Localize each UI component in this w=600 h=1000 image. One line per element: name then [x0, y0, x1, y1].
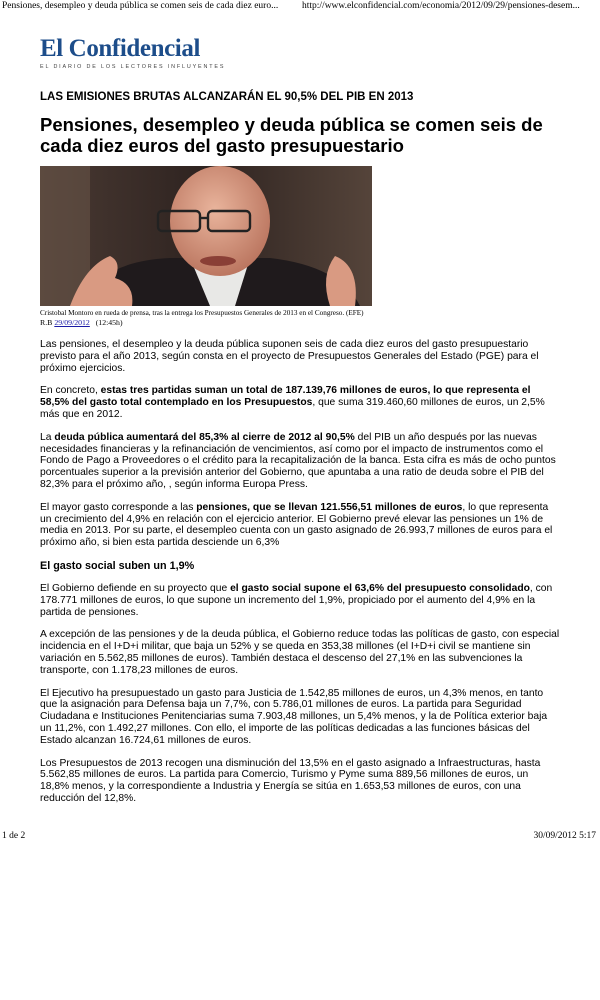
- byline-author: R.B: [40, 318, 53, 327]
- paragraph: En concreto, estas tres partidas suman un total de 187.139,76 millones de euros, lo que representa el 58,5% del gasto total contemplado en los Presupuestos, que suma 319.460,60 millones de euros, un 2,5% más que en 2012.: [40, 385, 545, 420]
- section-subhead: El gasto social suben un 1,9%: [40, 559, 195, 572]
- byline-date-link[interactable]: 29/09/2012: [54, 318, 90, 327]
- logo-name: El Confidencial: [40, 35, 200, 62]
- paragraph: El Ejecutivo ha presupuestado un gasto para Justicia de 1.542,85 millones de euros, un 4,3% menos, en tanto que la asignación para Defensa baja un 7,7%, con 5.786,01 millones de euros. La partida para Seguridad Ciudadana e Instituciones Penitenciarias suma 7.903,48 millones, un 5,4% menos, y la de Política exterior baja un 11,2%, con 1.492,27 millones. Con ello, el importe de las políticas dedicadas a las funciones básicas del Estado alcanzan 16.724,61 millones de euros.: [40, 687, 548, 746]
- print-datetime: 30/09/2012 5:17: [533, 831, 596, 841]
- logo-tagline: EL DIARIO DE LOS LECTORES INFLUYENTES: [40, 64, 226, 70]
- print-header: [2, 1, 596, 13]
- print-page-number: 1 de 2: [2, 831, 26, 841]
- byline: [40, 318, 123, 327]
- paragraph: Los Presupuestos de 2013 recogen una disminución del 13,5% en el gasto asignado a Infraestructuras, hasta 5.562,85 millones de euros. La partida para Comercio, Turismo y Pyme suma 889,56 millones de euros, un 18,8% menos, y la correspondiente a Industria y Energía se sitúa en 1.653,53 millones de euros, con una reducción del 12,8%.: [40, 757, 541, 804]
- print-url: http://www.elconfidencial.com/economia/2012/09/29/pensiones-desem...: [302, 1, 580, 11]
- paragraph: El Gobierno defiende en su proyecto que el gasto social supone el 63,6% del presupuesto consolidado, con 178.771 millones de euros, lo que supone un incremento del 1,9%, propiciado por el aumento del 4,9% en la partida de pensiones.: [40, 582, 553, 618]
- print-page-title: Pensiones, desempleo y deuda pública se comen seis de cada diez euro...: [2, 1, 279, 11]
- paragraph: El mayor gasto corresponde a las pensiones, que se llevan 121.556,51 millones de euros, lo que representa un crecimiento del 4,9% en relación con el ejercicio anterior. El Gobierno prevé elevar las pensiones un 1% de media en 2013. Por su parte, el desempleo cuenta con un gasto asignado de 26.993,7 millones de euros para el próximo año, si bien esta partida desciende un 6,3%: [40, 501, 553, 549]
- article-kicker: LAS EMISIONES BRUTAS ALCANZARÁN EL 90,5% DEL PIB EN 2013: [40, 91, 414, 103]
- site-logo[interactable]: [40, 35, 225, 70]
- print-footer: [2, 831, 596, 843]
- article-body: [40, 339, 560, 816]
- photo-illustration: [40, 166, 372, 306]
- byline-time: (12:45h): [95, 318, 123, 327]
- paragraph: La deuda pública aumentará del 85,3% al cierre de 2012 al 90,5% del PIB un año después por las nuevas necesidades financieras y la refinanciación de vencimientos, así como por el impacto de instrumentos como el Fondo de Pago a Proveedores o el crédito para la recapitalización de la banca. Esta cifra es más de ocho puntos porcentuales superior a la previsión anterior del Gobierno, que apuntaba a una ratio de deuda sobre el PIB del 82,3% para el próximo año, , según informa Europa Press.: [40, 431, 556, 490]
- photo-caption: Cristobal Montoro en rueda de prensa, tras la entrega los Presupuestos Generales de 2013 en el Congreso. (EFE): [40, 309, 364, 317]
- paragraph: A excepción de las pensiones y de la deuda pública, el Gobierno reduce todas las políticas de gasto, con especial incidencia en el I+D+i militar, que baja un 52% y se queda en 353,38 millones (el I+D+i civil se mantiene sin variación en 5.562,85 millones de euros). También destaca el descenso del 27,1% en las subvenciones la transporte, con 1.178,23 millones de euros.: [40, 629, 560, 676]
- paragraph: Las pensiones, el desempleo y la deuda pública suponen seis de cada diez euros del gasto presupuestario previsto para el año 2013, según consta en el proyecto de Presupuestos Generales del Estado (PGE) para el próximo ejercicios.: [40, 339, 539, 374]
- article-photo: [40, 166, 372, 306]
- article-headline: Pensiones, desempleo y deuda pública se comen seis de cada diez euros del gasto presupuestario: [40, 114, 543, 156]
